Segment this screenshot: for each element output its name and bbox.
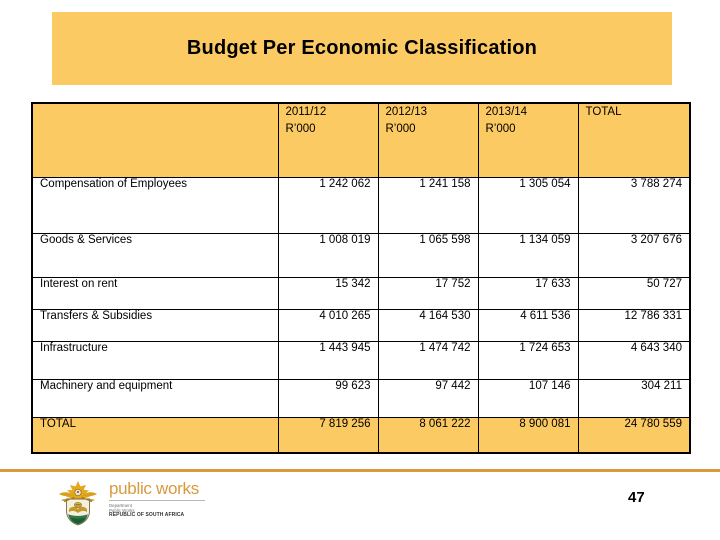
logo-text-block xyxy=(109,478,205,519)
total-value-2012-13: 8 061 222 xyxy=(378,417,478,453)
total-value-2011-12: 7 819 256 xyxy=(278,417,378,453)
logo-subtitle-department: Department xyxy=(109,503,132,508)
row-label: Compensation of Employees xyxy=(32,177,278,233)
row-value-2013-14: 4 611 536 xyxy=(478,309,578,341)
header-year-label: 2012/13 xyxy=(385,106,428,118)
row-value-total: 12 786 331 xyxy=(578,309,690,341)
row-value-2011-12: 4 010 265 xyxy=(278,309,378,341)
row-value-2013-14: 17 633 xyxy=(478,277,578,309)
row-label: Goods & Services xyxy=(32,233,278,277)
total-value-2013-14: 8 900 081 xyxy=(478,417,578,453)
header-cell-2012-13 xyxy=(378,103,478,177)
table-row xyxy=(32,233,690,277)
table-row xyxy=(32,277,690,309)
row-value-2012-13: 1 474 742 xyxy=(378,341,478,379)
row-value-2011-12: 1 008 019 xyxy=(278,233,378,277)
public-works-logo xyxy=(55,478,205,526)
row-value-2013-14: 1 724 653 xyxy=(478,341,578,379)
row-label: Interest on rent xyxy=(32,277,278,309)
page-number: 47 xyxy=(628,489,645,506)
table-row xyxy=(32,341,690,379)
logo-divider xyxy=(109,500,205,501)
page-title: Budget Per Economic Classification xyxy=(186,37,538,59)
row-value-2012-13: 97 442 xyxy=(378,379,478,417)
row-label: Transfers & Subsidies xyxy=(32,309,278,341)
header-unit-label: R’000 xyxy=(385,123,416,135)
row-value-total: 3 788 274 xyxy=(578,177,690,233)
header-unit-label: R’000 xyxy=(285,123,316,135)
header-year-label: 2013/14 xyxy=(485,106,528,118)
header-total-label: TOTAL xyxy=(585,106,622,118)
row-value-2011-12: 1 443 945 xyxy=(278,341,378,379)
table-row xyxy=(32,309,690,341)
row-value-2011-12: 99 623 xyxy=(278,379,378,417)
total-row-label: TOTAL xyxy=(32,417,278,453)
total-value-grand: 24 780 559 xyxy=(578,417,690,453)
row-value-2012-13: 17 752 xyxy=(378,277,478,309)
south-africa-coat-of-arms-icon xyxy=(55,478,101,526)
row-label: Infrastructure xyxy=(32,341,278,379)
header-year-label: 2011/12 xyxy=(285,106,327,118)
row-value-2012-13: 1 241 158 xyxy=(378,177,478,233)
row-value-2013-14: 107 146 xyxy=(478,379,578,417)
row-value-total: 4 643 340 xyxy=(578,341,690,379)
logo-subtitle-republic: REPUBLIC OF SOUTH AFRICA xyxy=(109,512,185,519)
table-row xyxy=(32,177,690,233)
row-value-2013-14: 1 134 059 xyxy=(478,233,578,277)
logo-wordmark: public works xyxy=(109,479,199,498)
header-cell-2013-14 xyxy=(478,103,578,177)
header-cell-total xyxy=(578,103,690,177)
logo-subtitle-public-works: Public Works xyxy=(109,508,135,514)
row-value-total: 50 727 xyxy=(578,277,690,309)
header-cell-blank xyxy=(32,103,278,177)
row-value-2011-12: 1 242 062 xyxy=(278,177,378,233)
footer-divider xyxy=(0,469,720,472)
table-total-row xyxy=(32,417,690,453)
row-value-total: 3 207 676 xyxy=(578,233,690,277)
row-value-2011-12: 15 342 xyxy=(278,277,378,309)
row-value-2012-13: 4 164 530 xyxy=(378,309,478,341)
row-label: Machinery and equipment xyxy=(32,379,278,417)
header-unit-label: R’000 xyxy=(485,123,516,135)
row-value-2013-14: 1 305 054 xyxy=(478,177,578,233)
table-header-row xyxy=(32,103,690,177)
row-value-total: 304 211 xyxy=(578,379,690,417)
header-cell-2011-12 xyxy=(278,103,378,177)
table-row xyxy=(32,379,690,417)
row-value-2012-13: 1 065 598 xyxy=(378,233,478,277)
slide-title-banner xyxy=(52,12,672,85)
budget-table xyxy=(31,102,691,454)
